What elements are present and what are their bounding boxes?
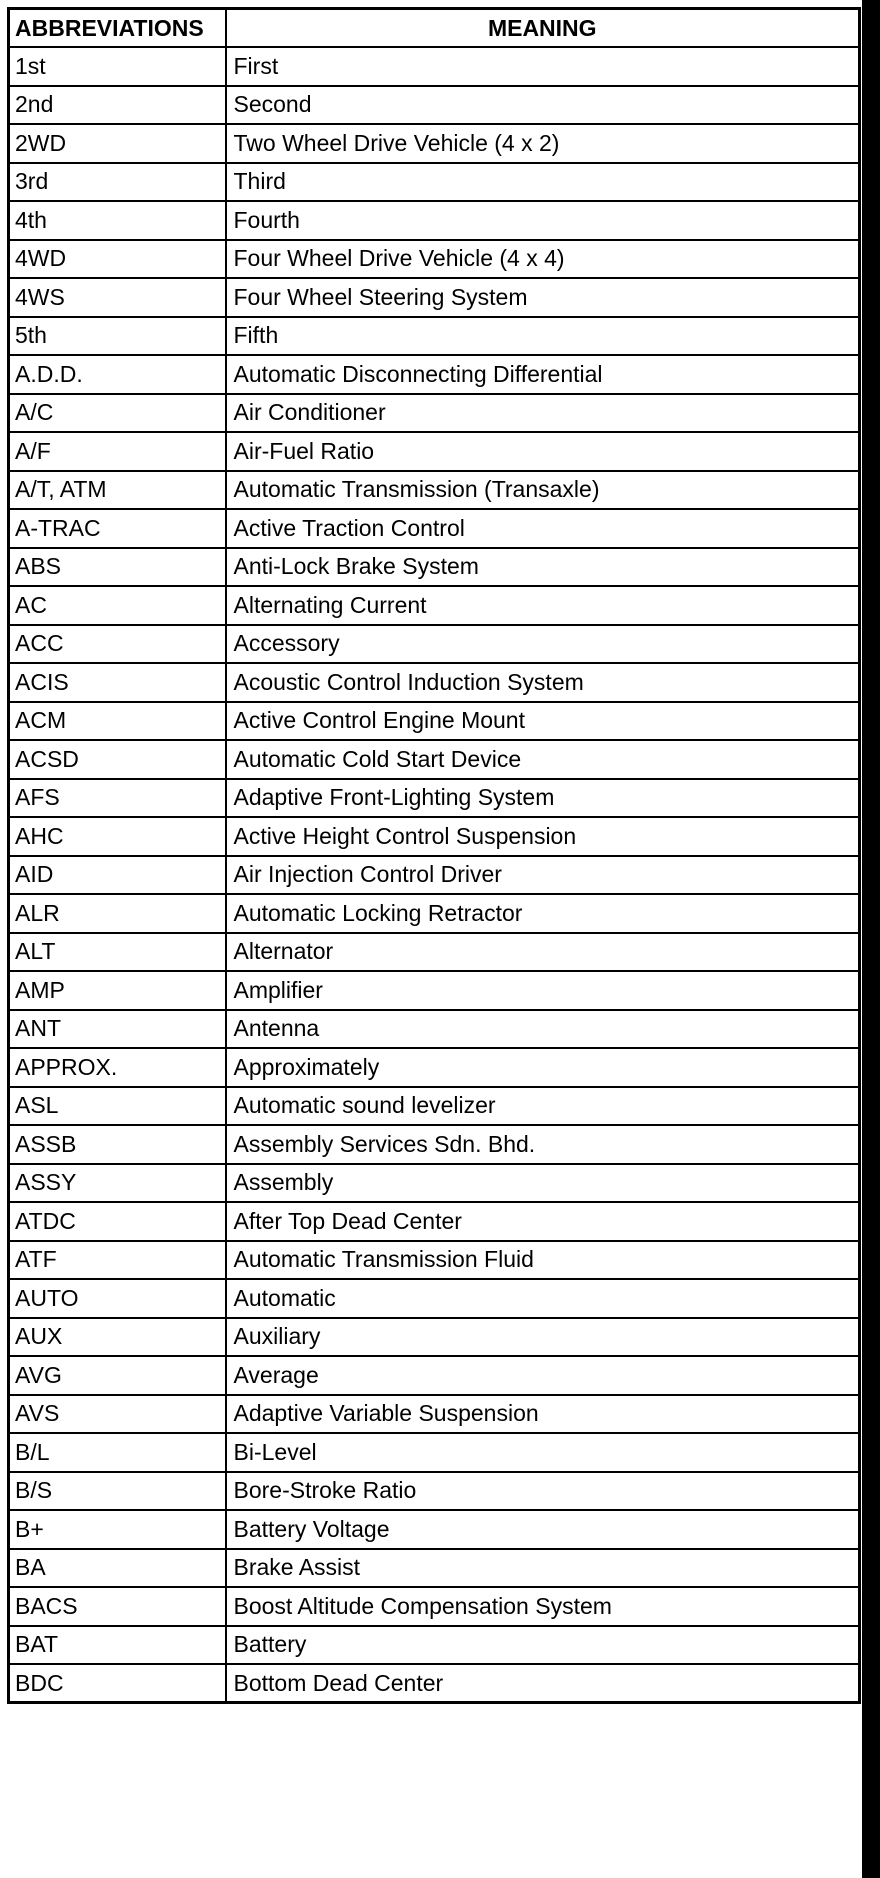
table-row xyxy=(9,702,860,741)
abbreviation-cell: AHC xyxy=(9,817,226,856)
table-row xyxy=(9,1241,860,1280)
meaning-cell: First xyxy=(226,47,860,86)
table-row xyxy=(9,86,860,125)
abbreviations-table xyxy=(7,7,861,1704)
page-edge-bar xyxy=(862,0,880,1878)
table-row xyxy=(9,1395,860,1434)
meaning-cell: Air Injection Control Driver xyxy=(226,856,860,895)
table-row xyxy=(9,163,860,202)
abbreviation-cell: A/F xyxy=(9,432,226,471)
table-row xyxy=(9,1472,860,1511)
abbreviation-cell: A.D.D. xyxy=(9,355,226,394)
abbreviation-cell: ACSD xyxy=(9,740,226,779)
table-row xyxy=(9,817,860,856)
meaning-cell: Brake Assist xyxy=(226,1549,860,1588)
meaning-cell: Bore-Stroke Ratio xyxy=(226,1472,860,1511)
meaning-cell: Approximately xyxy=(226,1048,860,1087)
table-row xyxy=(9,1279,860,1318)
meaning-cell: Third xyxy=(226,163,860,202)
table-row xyxy=(9,1125,860,1164)
abbreviation-cell: 3rd xyxy=(9,163,226,202)
meaning-cell: Active Height Control Suspension xyxy=(226,817,860,856)
abbreviation-cell: AMP xyxy=(9,971,226,1010)
meaning-cell: Adaptive Front-Lighting System xyxy=(226,779,860,818)
table-row xyxy=(9,278,860,317)
abbreviation-cell: AID xyxy=(9,856,226,895)
abbreviation-cell: ACM xyxy=(9,702,226,741)
meaning-cell: Second xyxy=(226,86,860,125)
abbreviation-cell: 2WD xyxy=(9,124,226,163)
table-row xyxy=(9,1433,860,1472)
abbreviation-cell: 5th xyxy=(9,317,226,356)
meaning-cell: Battery xyxy=(226,1626,860,1665)
abbreviation-cell: B+ xyxy=(9,1510,226,1549)
abbreviation-cell: BAT xyxy=(9,1626,226,1665)
meaning-cell: Air Conditioner xyxy=(226,394,860,433)
meaning-cell: Automatic Transmission Fluid xyxy=(226,1241,860,1280)
abbreviation-cell: ACC xyxy=(9,625,226,664)
table-row xyxy=(9,1356,860,1395)
table-row xyxy=(9,548,860,587)
table-row xyxy=(9,471,860,510)
meaning-cell: Automatic sound levelizer xyxy=(226,1087,860,1126)
meaning-cell: Automatic Disconnecting Differential xyxy=(226,355,860,394)
abbreviation-cell: 4WS xyxy=(9,278,226,317)
abbreviation-cell: ASSY xyxy=(9,1164,226,1203)
table-row xyxy=(9,509,860,548)
abbreviation-cell: AUX xyxy=(9,1318,226,1357)
meaning-cell: Average xyxy=(226,1356,860,1395)
meaning-cell: Air-Fuel Ratio xyxy=(226,432,860,471)
abbreviation-cell: AC xyxy=(9,586,226,625)
abbreviation-cell: AVG xyxy=(9,1356,226,1395)
table-row xyxy=(9,124,860,163)
meaning-cell: Assembly Services Sdn. Bhd. xyxy=(226,1125,860,1164)
abbreviation-cell: BACS xyxy=(9,1587,226,1626)
abbreviation-cell: ABS xyxy=(9,548,226,587)
abbreviation-cell: ANT xyxy=(9,1010,226,1049)
abbreviation-cell: B/L xyxy=(9,1433,226,1472)
table-row xyxy=(9,201,860,240)
meaning-cell: Assembly xyxy=(226,1164,860,1203)
meaning-cell: Four Wheel Drive Vehicle (4 x 4) xyxy=(226,240,860,279)
abbreviation-cell: A-TRAC xyxy=(9,509,226,548)
meaning-cell: Amplifier xyxy=(226,971,860,1010)
meaning-cell: Four Wheel Steering System xyxy=(226,278,860,317)
meaning-cell: Bottom Dead Center xyxy=(226,1664,860,1703)
meaning-cell: After Top Dead Center xyxy=(226,1202,860,1241)
table-row xyxy=(9,1510,860,1549)
table-row xyxy=(9,1202,860,1241)
meaning-header: MEANING xyxy=(226,9,860,48)
meaning-cell: Active Control Engine Mount xyxy=(226,702,860,741)
table-row xyxy=(9,317,860,356)
abbreviation-cell: AFS xyxy=(9,779,226,818)
table-body xyxy=(9,47,860,1703)
abbreviation-cell: B/S xyxy=(9,1472,226,1511)
abbreviation-cell: AVS xyxy=(9,1395,226,1434)
meaning-cell: Battery Voltage xyxy=(226,1510,860,1549)
table-row xyxy=(9,47,860,86)
table-row xyxy=(9,432,860,471)
meaning-cell: Acoustic Control Induction System xyxy=(226,663,860,702)
table-row xyxy=(9,1318,860,1357)
abbreviation-cell: ALR xyxy=(9,894,226,933)
table-row xyxy=(9,394,860,433)
meaning-cell: Fifth xyxy=(226,317,860,356)
table-row xyxy=(9,1048,860,1087)
table-row xyxy=(9,625,860,664)
abbreviation-cell: ALT xyxy=(9,933,226,972)
abbreviation-cell: ASL xyxy=(9,1087,226,1126)
meaning-cell: Boost Altitude Compensation System xyxy=(226,1587,860,1626)
abbreviation-cell: ATF xyxy=(9,1241,226,1280)
table-row xyxy=(9,1626,860,1665)
abbreviation-cell: A/T, ATM xyxy=(9,471,226,510)
abbreviation-cell: BDC xyxy=(9,1664,226,1703)
abbreviation-cell: 4th xyxy=(9,201,226,240)
table-header xyxy=(9,9,860,48)
table-row xyxy=(9,740,860,779)
meaning-cell: Two Wheel Drive Vehicle (4 x 2) xyxy=(226,124,860,163)
meaning-cell: Alternator xyxy=(226,933,860,972)
meaning-cell: Automatic Cold Start Device xyxy=(226,740,860,779)
abbreviation-cell: 1st xyxy=(9,47,226,86)
abbreviations-header: ABBREVIATIONS xyxy=(9,9,226,48)
meaning-cell: Automatic xyxy=(226,1279,860,1318)
meaning-cell: Antenna xyxy=(226,1010,860,1049)
abbreviation-cell: 4WD xyxy=(9,240,226,279)
meaning-cell: Automatic Locking Retractor xyxy=(226,894,860,933)
meaning-cell: Active Traction Control xyxy=(226,509,860,548)
table-row xyxy=(9,586,860,625)
meaning-cell: Adaptive Variable Suspension xyxy=(226,1395,860,1434)
table-row xyxy=(9,1087,860,1126)
table-row xyxy=(9,1010,860,1049)
abbreviation-cell: ASSB xyxy=(9,1125,226,1164)
table-row xyxy=(9,1549,860,1588)
abbreviation-cell: AUTO xyxy=(9,1279,226,1318)
table-row xyxy=(9,355,860,394)
meaning-cell: Fourth xyxy=(226,201,860,240)
header-row xyxy=(9,9,860,48)
abbreviation-cell: APPROX. xyxy=(9,1048,226,1087)
table-row xyxy=(9,1587,860,1626)
meaning-cell: Alternating Current xyxy=(226,586,860,625)
meaning-cell: Bi-Level xyxy=(226,1433,860,1472)
abbreviation-cell: A/C xyxy=(9,394,226,433)
table-row xyxy=(9,240,860,279)
meaning-cell: Auxiliary xyxy=(226,1318,860,1357)
table-row xyxy=(9,971,860,1010)
table-row xyxy=(9,1164,860,1203)
table-row xyxy=(9,1664,860,1703)
meaning-cell: Anti-Lock Brake System xyxy=(226,548,860,587)
table-row xyxy=(9,933,860,972)
table-row xyxy=(9,894,860,933)
table-row xyxy=(9,856,860,895)
abbreviation-cell: BA xyxy=(9,1549,226,1588)
table-row xyxy=(9,663,860,702)
abbreviation-cell: 2nd xyxy=(9,86,226,125)
abbreviation-cell: ACIS xyxy=(9,663,226,702)
table-row xyxy=(9,779,860,818)
meaning-cell: Automatic Transmission (Transaxle) xyxy=(226,471,860,510)
abbreviation-cell: ATDC xyxy=(9,1202,226,1241)
meaning-cell: Accessory xyxy=(226,625,860,664)
